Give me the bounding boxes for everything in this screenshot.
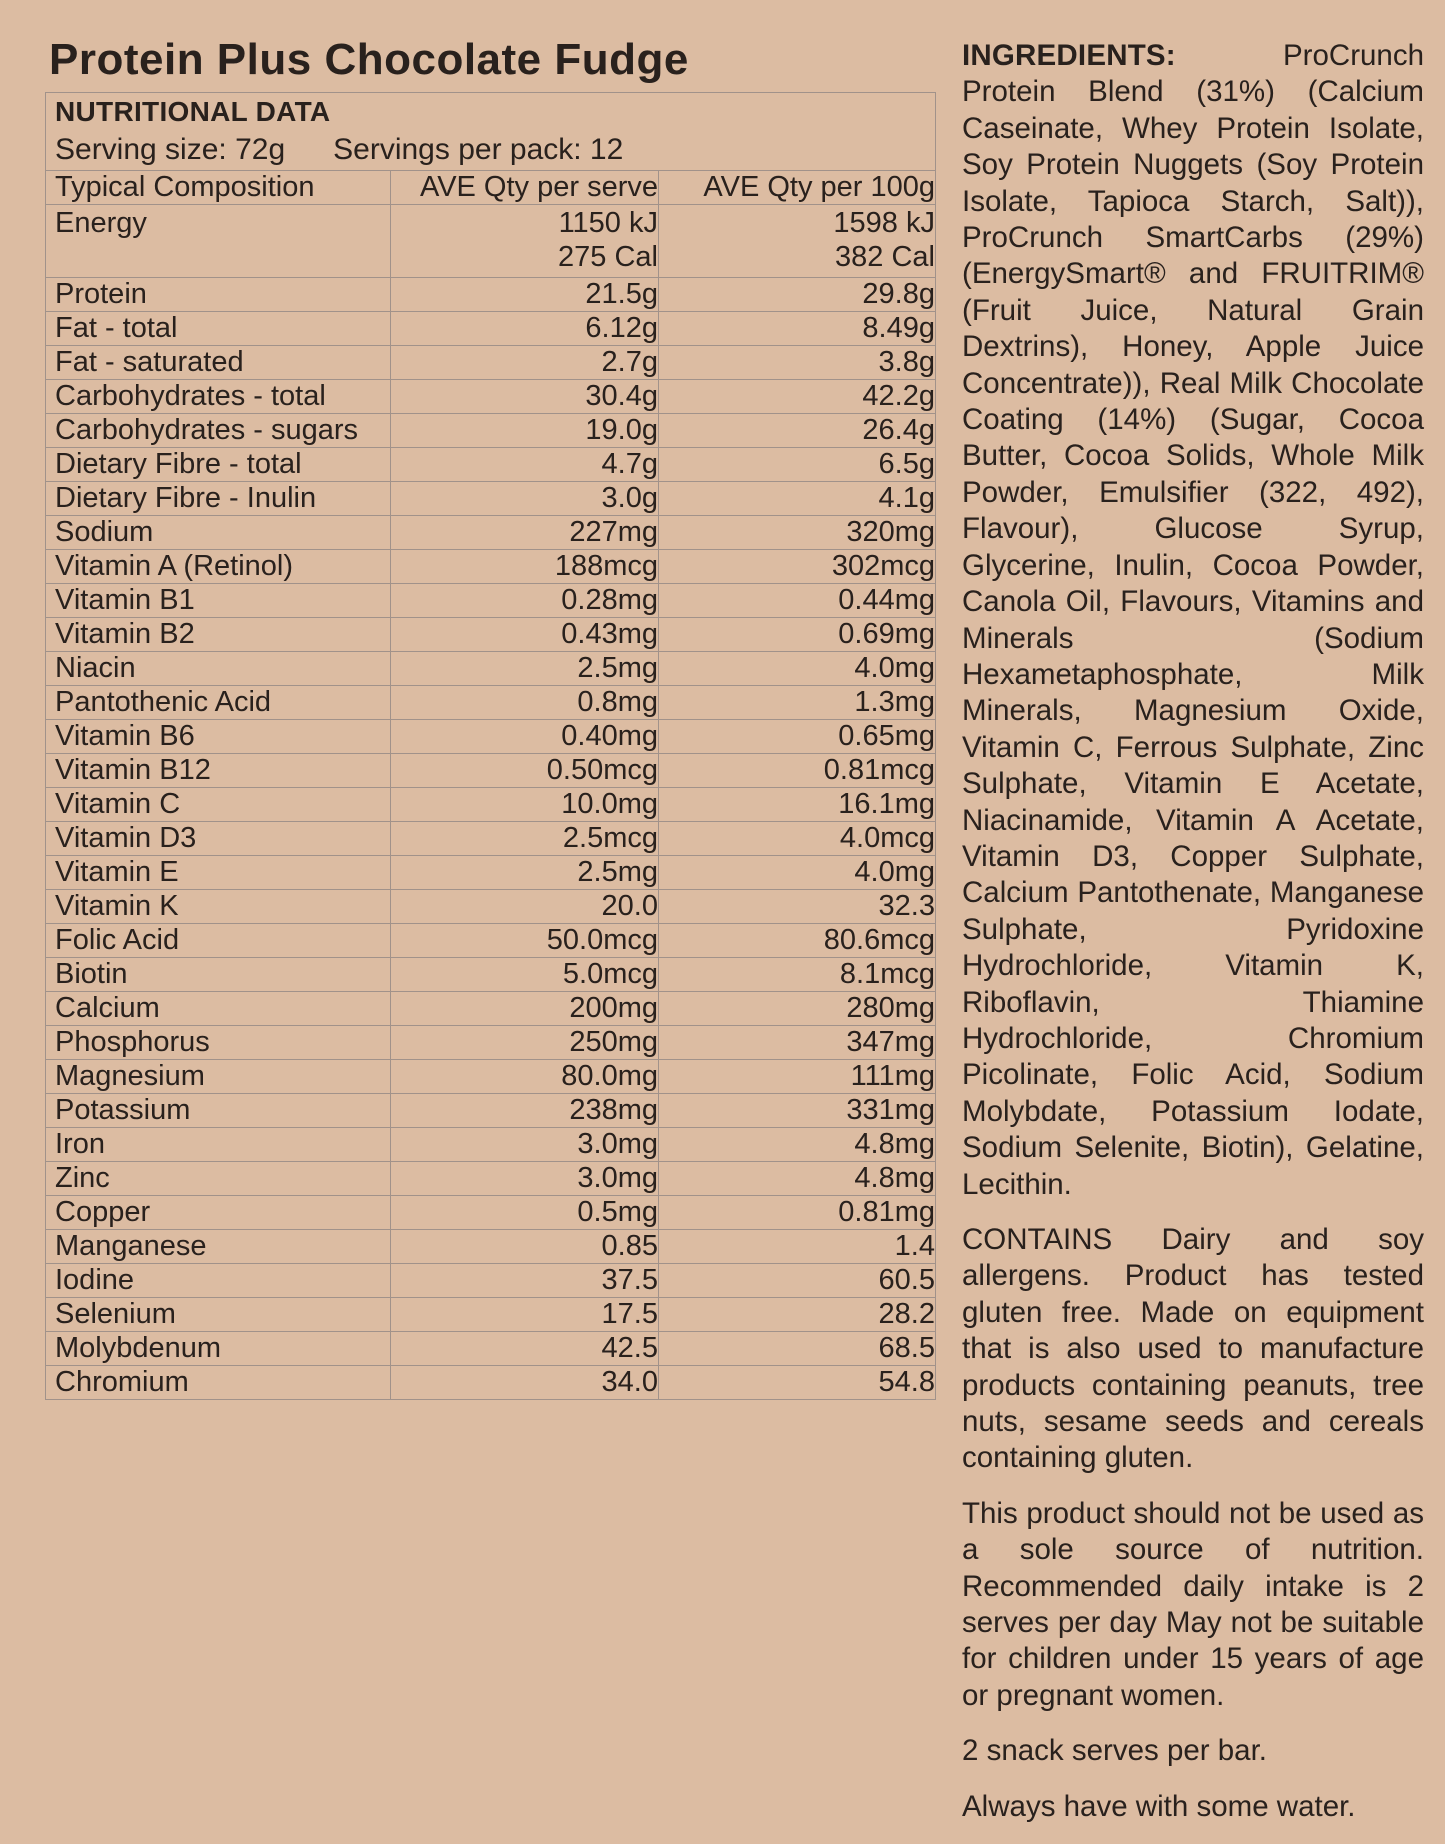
per-serve-value: 19.0g <box>391 414 659 448</box>
table-row <box>46 1162 936 1196</box>
table-row <box>46 686 936 720</box>
nutrition-panel <box>45 36 935 1400</box>
ingredients-panel <box>962 38 1424 1844</box>
per-serve-value: 37.5 <box>391 1264 659 1298</box>
per-100g-value: 54.8 <box>659 1366 936 1400</box>
per-100g-value: 0.44mg <box>659 584 936 618</box>
per-100g-value: 4.1g <box>659 482 936 516</box>
per-100g-value: 6.5g <box>659 448 936 482</box>
per-100g-value: 302mcg <box>659 550 936 584</box>
nutrient-label: Energy <box>46 205 391 278</box>
table-row <box>46 584 936 618</box>
table-row <box>46 618 936 652</box>
table-row <box>46 346 936 380</box>
nutrient-label: Molybdenum <box>46 1332 391 1366</box>
per-100g-value: 28.2 <box>659 1298 936 1332</box>
table-row <box>46 1264 936 1298</box>
usage-statement: This product should not be used as a sole source of nutrition. Recommended daily intake is 2 serves per day May not be suitable for children under 15 years of age or pregnant women. <box>962 1496 1424 1712</box>
per-serve-value: 17.5 <box>391 1298 659 1332</box>
per-100g-value: 0.81mg <box>659 1196 936 1230</box>
table-header-row <box>46 171 936 205</box>
table-row <box>46 1298 936 1332</box>
table-row <box>46 754 936 788</box>
per-100g-value: 3.8g <box>659 346 936 380</box>
serving-size: Serving size: 72g <box>55 133 286 167</box>
per-100g-value: 4.0mg <box>659 856 936 890</box>
table-row <box>46 1230 936 1264</box>
per-100g-value: 29.8g <box>659 278 936 312</box>
nutrient-label: Sodium <box>46 516 391 550</box>
per-serve-value: 227mg <box>391 516 659 550</box>
per-100g-value: 4.0mg <box>659 652 936 686</box>
per-serve-value: 20.0 <box>391 890 659 924</box>
nutrient-label: Fat - saturated <box>46 346 391 380</box>
nutrient-label: Protein <box>46 278 391 312</box>
per-100g-value: 26.4g <box>659 414 936 448</box>
per-serve-value: 3.0mg <box>391 1128 659 1162</box>
table-row <box>46 788 936 822</box>
per-serve-value: 3.0mg <box>391 1162 659 1196</box>
per-serve-value: 50.0mcg <box>391 924 659 958</box>
nutrient-label: Manganese <box>46 1230 391 1264</box>
nutrient-label: Calcium <box>46 992 391 1026</box>
per-100g-value: 68.5 <box>659 1332 936 1366</box>
per-100g-value: 8.1mcg <box>659 958 936 992</box>
per-100g-value: 111mg <box>659 1060 936 1094</box>
nutrient-label: Folic Acid <box>46 924 391 958</box>
nutrient-label: Pantothenic Acid <box>46 686 391 720</box>
per-100g-value: 0.65mg <box>659 720 936 754</box>
table-row <box>46 278 936 312</box>
per-100g-value: 32.3 <box>659 890 936 924</box>
allergen-statement: CONTAINS Dairy and soy allergens. Product has tested gluten free. Made on equipment that is also used to manufacture products containing peanuts, tree nuts, sesame seeds and cereals containing gluten. <box>962 1223 1424 1475</box>
per-serve-value: 2.7g <box>391 346 659 380</box>
per-100g-value: 347mg <box>659 1026 936 1060</box>
per-100g-value: 4.8mg <box>659 1128 936 1162</box>
table-row <box>46 924 936 958</box>
column-header-composition: Typical Composition <box>46 171 391 205</box>
per-100g-value: 331mg <box>659 1094 936 1128</box>
per-serve-value: 250mg <box>391 1026 659 1060</box>
table-row <box>46 856 936 890</box>
per-serve-value: 21.5g <box>391 278 659 312</box>
nutrient-label: Dietary Fibre - Inulin <box>46 482 391 516</box>
table-row <box>46 312 936 346</box>
table-info-row <box>46 93 936 171</box>
per-serve-value: 188mcg <box>391 550 659 584</box>
table-row <box>46 992 936 1026</box>
per-serve-value: 238mg <box>391 1094 659 1128</box>
nutrient-label: Zinc <box>46 1162 391 1196</box>
per-serve-value: 30.4g <box>391 380 659 414</box>
per-serve-value: 34.0 <box>391 1366 659 1400</box>
table-row <box>46 652 936 686</box>
nutrient-label: Vitamin B12 <box>46 754 391 788</box>
per-100g-value: 8.49g <box>659 312 936 346</box>
table-row <box>46 1332 936 1366</box>
per-100g-value: 1.4 <box>659 1230 936 1264</box>
per-serve-value: 0.28mg <box>391 584 659 618</box>
table-row <box>46 1094 936 1128</box>
nutrient-label: Iodine <box>46 1264 391 1298</box>
per-serve-value: 10.0mg <box>391 788 659 822</box>
per-100g-value: 16.1mg <box>659 788 936 822</box>
nutrient-label: Chromium <box>46 1366 391 1400</box>
per-serve-value: 1150 kJ 275 Cal <box>391 205 659 278</box>
per-100g-value: 1.3mg <box>659 686 936 720</box>
per-serve-value: 0.40mg <box>391 720 659 754</box>
nutrient-label: Carbohydrates - sugars <box>46 414 391 448</box>
nutrient-label: Iron <box>46 1128 391 1162</box>
per-100g-value: 320mg <box>659 516 936 550</box>
table-row <box>46 414 936 448</box>
nutrient-label: Vitamin A (Retinol) <box>46 550 391 584</box>
per-serve-value: 0.5mg <box>391 1196 659 1230</box>
per-serve-value: 6.12g <box>391 312 659 346</box>
nutrient-label: Vitamin K <box>46 890 391 924</box>
servings-per-pack: Servings per pack: 12 <box>333 133 624 167</box>
table-row <box>46 380 936 414</box>
ingredients-body: ProCrunch Protein Blend (31%) (Calcium Caseinate, Whey Protein Isolate, Soy Protein Nuggets (Soy Protein Isolate, Tapioca Starch, Salt)), ProCrunch SmartCarbs (29%) (EnergySmart® and FRUITRIM® (Fruit Juice, Natural Grain Dextrins), Honey, Apple Juice Concentrate)), Real Milk Chocolate Coating (14%) (Sugar, Cocoa Butter, Cocoa Solids, Whole Milk Powder, Emulsifier (322, 492), Flavour), Glucose Syrup, Glycerine, Inulin, Cocoa Powder, Canola Oil, Flavours, Vitamins and Minerals (Sodium Hexametaphosphate, Milk Minerals, Magnesium Oxide, Vitamin C, Ferrous Sulphate, Zinc Sulphate, Vitamin E Acetate, Niacinamide, Vitamin A Acetate, Vitamin D3, Copper Sulphate, Calcium Pantothenate, Manganese Sulphate, Pyridoxine Hydrochloride, Vitamin K, Riboflavin, Thiamine Hydrochloride, Chromium Picolinate, Folic Acid, Sodium Molybdate, Potassium Iodate, Sodium Selenite, Biotin), Gelatine, Lecithin. <box>962 39 1424 1201</box>
nutrient-label: Vitamin C <box>46 788 391 822</box>
nutrient-label: Fat - total <box>46 312 391 346</box>
serving-info <box>55 131 935 169</box>
per-100g-value: 80.6mcg <box>659 924 936 958</box>
table-row <box>46 1366 936 1400</box>
table-row <box>46 958 936 992</box>
nutrient-label: Phosphorus <box>46 1026 391 1060</box>
table-row <box>46 516 936 550</box>
per-100g-value: 42.2g <box>659 380 936 414</box>
per-100g-value: 60.5 <box>659 1264 936 1298</box>
nutrient-label: Vitamin D3 <box>46 822 391 856</box>
ingredients-paragraph <box>962 38 1424 1203</box>
nutrition-table <box>45 92 936 1400</box>
table-row <box>46 1026 936 1060</box>
column-header-per-serve: AVE Qty per serve <box>391 171 659 205</box>
nutritional-data-heading: NUTRITIONAL DATA <box>55 96 331 128</box>
water-note: Always have with some water. <box>962 1789 1356 1823</box>
per-100g-value: 0.81mcg <box>659 754 936 788</box>
per-100g-value: 4.8mg <box>659 1162 936 1196</box>
per-serve-value: 2.5mg <box>391 652 659 686</box>
table-row <box>46 550 936 584</box>
per-100g-value: 280mg <box>659 992 936 1026</box>
product-title: Protein Plus Chocolate Fudge <box>49 35 689 84</box>
table-row <box>46 1060 936 1094</box>
per-serve-value: 3.0g <box>391 482 659 516</box>
table-row <box>46 720 936 754</box>
table-row <box>46 1196 936 1230</box>
table-row <box>46 1128 936 1162</box>
nutrient-label: Niacin <box>46 652 391 686</box>
table-row <box>46 822 936 856</box>
nutrient-label: Potassium <box>46 1094 391 1128</box>
per-serve-value: 42.5 <box>391 1332 659 1366</box>
per-serve-value: 2.5mcg <box>391 822 659 856</box>
per-serve-value: 4.7g <box>391 448 659 482</box>
nutrient-label: Carbohydrates - total <box>46 380 391 414</box>
ingredients-heading: INGREDIENTS: <box>962 39 1176 72</box>
nutrient-label: Vitamin E <box>46 856 391 890</box>
per-serve-value: 200mg <box>391 992 659 1026</box>
per-100g-value: 4.0mcg <box>659 822 936 856</box>
nutrient-label: Biotin <box>46 958 391 992</box>
per-100g-value: 1598 kJ 382 Cal <box>659 205 936 278</box>
serves-note: 2 snack serves per bar. <box>962 1734 1267 1768</box>
nutrient-label: Vitamin B6 <box>46 720 391 754</box>
nutrient-label: Selenium <box>46 1298 391 1332</box>
table-row <box>46 448 936 482</box>
nutrient-label: Copper <box>46 1196 391 1230</box>
table-row <box>46 890 936 924</box>
per-serve-value: 80.0mg <box>391 1060 659 1094</box>
nutrient-label: Vitamin B1 <box>46 584 391 618</box>
nutrient-label: Magnesium <box>46 1060 391 1094</box>
per-100g-value: 0.69mg <box>659 618 936 652</box>
column-header-per-100g: AVE Qty per 100g <box>659 171 936 205</box>
per-serve-value: 5.0mcg <box>391 958 659 992</box>
nutrient-label: Dietary Fibre - total <box>46 448 391 482</box>
per-serve-value: 0.8mg <box>391 686 659 720</box>
nutrient-label: Vitamin B2 <box>46 618 391 652</box>
per-serve-value: 0.50mcg <box>391 754 659 788</box>
table-row-energy <box>46 205 936 278</box>
table-row <box>46 482 936 516</box>
per-serve-value: 0.43mg <box>391 618 659 652</box>
per-serve-value: 2.5mg <box>391 856 659 890</box>
per-serve-value: 0.85 <box>391 1230 659 1264</box>
